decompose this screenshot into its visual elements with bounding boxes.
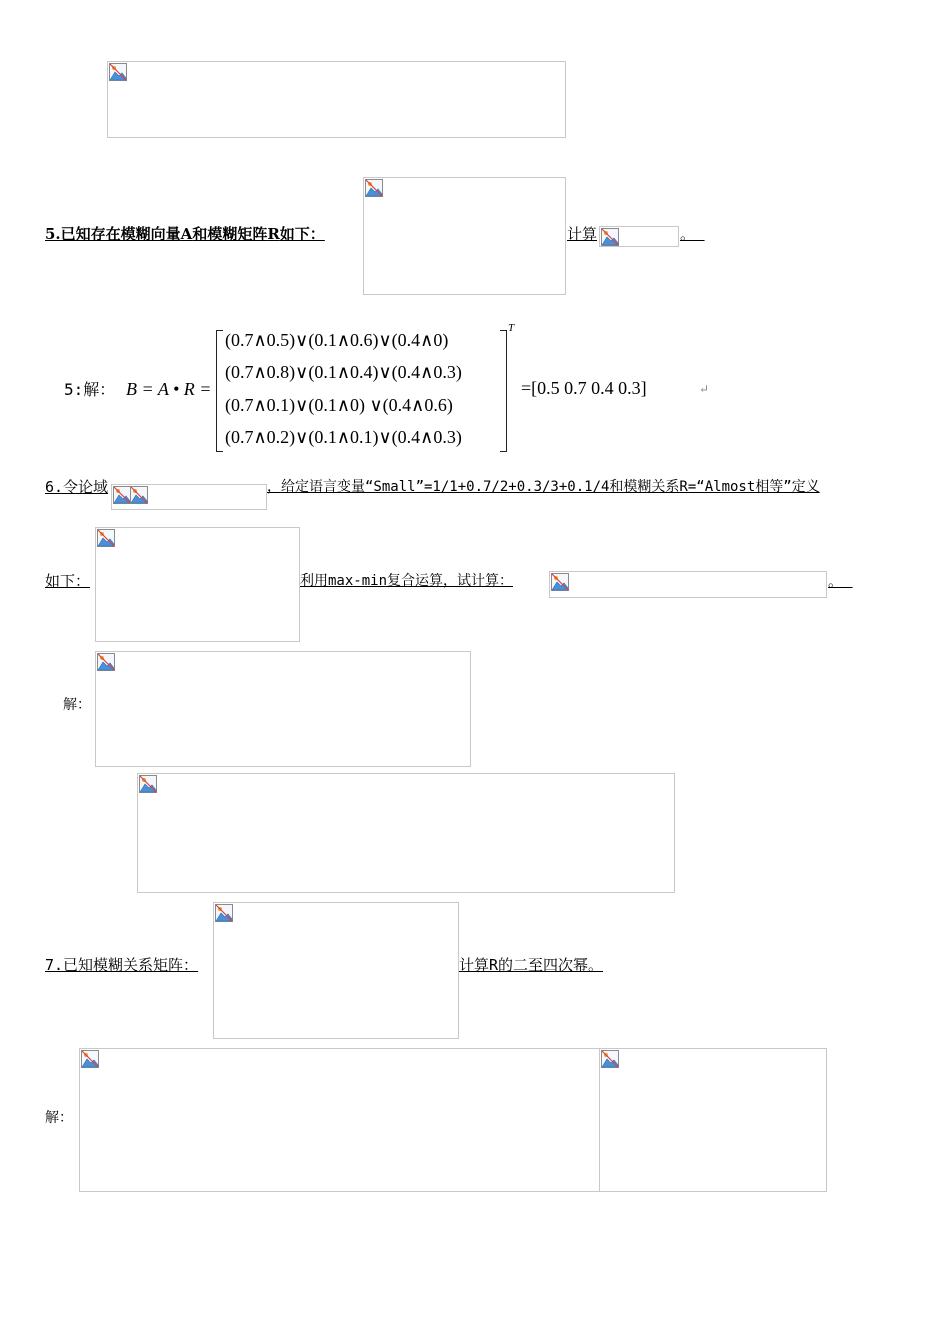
matrix-row-2: (0.7∧0.8)∨(0.1∧0.4)∨(0.4∧0.3) (225, 362, 462, 382)
matrix-row-1: (0.7∧0.5)∨(0.1∧0.6)∨(0.4∧0) (225, 330, 449, 350)
matrix-row-4: (0.7∧0.2)∨(0.1∧0.1)∨(0.4∧0.3) (225, 427, 462, 447)
return-mark: ↵ (699, 382, 710, 396)
question-7-suffix: 计算R的二至四次幂。 (459, 956, 604, 974)
embedded-image-q6-solution-1 (95, 651, 471, 767)
broken-image-icon (139, 775, 157, 793)
broken-image-icon (113, 486, 131, 504)
broken-image-icon (81, 1050, 99, 1068)
embedded-image-q6-relation (95, 527, 300, 642)
embedded-image-q7-matrix (213, 902, 459, 1039)
broken-image-icon (109, 63, 127, 81)
broken-image-icon (601, 1050, 619, 1068)
embedded-image-q6-solution-2 (137, 773, 675, 893)
embedded-image-q5-target (599, 226, 679, 247)
broken-image-icon (97, 653, 115, 671)
embedded-image-top (107, 61, 566, 138)
broken-image-icon (365, 179, 383, 197)
question-6-text-rest: ，给定语言变量“Small”=1/1+0.7/2+0.3/3+0.1/4和模糊关系R=“Almost相等”定义 (267, 479, 820, 495)
question-6-line2-start: 如下： (45, 572, 91, 590)
embedded-image-q7-solution-2 (599, 1048, 827, 1192)
question-7-text: 7.已知模糊关系矩阵： (45, 956, 199, 974)
question-6-line2-mid: 利用max-min复合运算，试计算： (300, 573, 514, 589)
solution-5-label: 5:解： (64, 380, 116, 399)
matrix-left-bracket (216, 330, 223, 452)
question-5-end: 。 (680, 225, 696, 243)
broken-image-icon (97, 529, 115, 547)
matrix-right-bracket (500, 330, 507, 452)
embedded-image-q7-solution-1 (79, 1048, 600, 1192)
solution-5-result: =[0.5 0.7 0.4 0.3] (521, 378, 647, 398)
matrix-transpose-sup: T (508, 322, 515, 334)
broken-image-icon (551, 573, 569, 591)
embedded-image-q6-domain (111, 484, 267, 510)
question-5-calc: 计算 (567, 225, 598, 243)
embedded-image-q6-target (549, 571, 827, 598)
embedded-image-q5-matrix (363, 177, 566, 295)
question-6-text-start: 6.令论域 (45, 478, 109, 496)
question-6-end: 。 (828, 572, 844, 590)
solution-5-lhs: B = A • R = (126, 379, 212, 399)
broken-image-icon (215, 904, 233, 922)
matrix-row-3: (0.7∧0.1)∨(0.1∧0) ∨(0.4∧0.6) (225, 395, 453, 415)
solution-6-label: 解： (63, 697, 91, 713)
broken-image-icon (130, 486, 148, 504)
solution-7-label: 解： (45, 1110, 73, 1126)
question-5-text: 5.已知存在模糊向量A和模糊矩阵R如下： (45, 225, 325, 243)
broken-image-icon (601, 228, 619, 246)
